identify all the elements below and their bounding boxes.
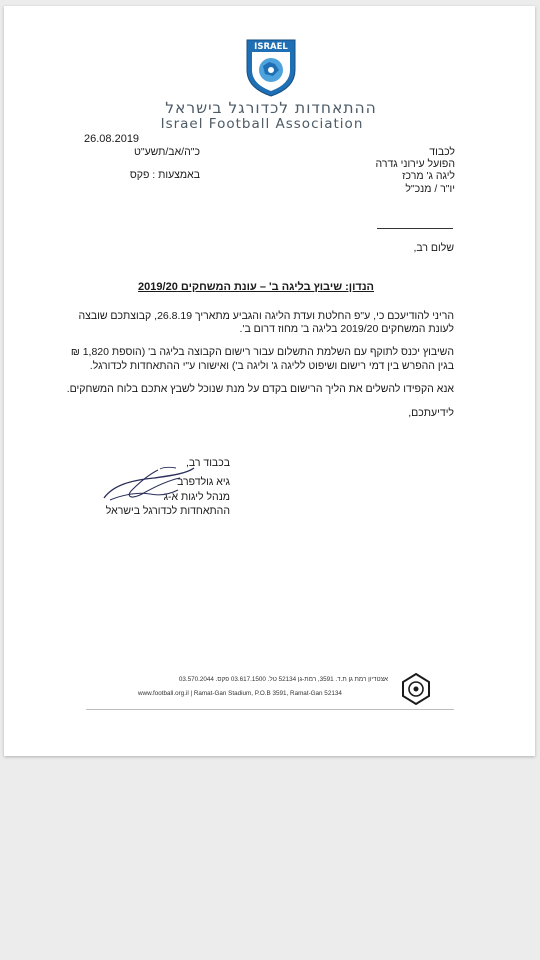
stadium-emblem-icon: [400, 672, 432, 706]
israel-football-association-logo: [243, 36, 299, 98]
handwritten-signature: [100, 464, 200, 506]
hebrew-date: כ"ה/אב/תשע"ט: [133, 146, 200, 158]
badge-text: ISRAEL: [254, 42, 288, 52]
closing-note: לידיעתכם,: [408, 407, 454, 419]
recipient-league: ליגה ג' מרכז: [402, 170, 455, 182]
signer-organization: ההתאחדות לכדורגל בישראל: [105, 505, 230, 517]
body-p3: אנא הקפידו להשלים את הליך הרישום בקדם על מנת שנוכל לשבץ אתכם בלוח המשחקים.: [66, 383, 454, 395]
body-p2-line2: בגין ההפרש בין דמי רישום ושיפוט לליגה ג' וליגה ב') ואישורו ע"י ההתאחדות לכדורגל.: [89, 360, 454, 372]
org-name-english: Israel Football Association: [160, 116, 364, 132]
salutation: שלום רב,: [413, 242, 454, 254]
recipient-greeting: לכבוד: [429, 146, 455, 158]
signer-role: מנהל ליגות א-ג: [163, 491, 230, 503]
letter-subject: הנדון: שיבוץ בליגה ב' – עונת המשחקים 2019/20: [138, 281, 374, 293]
org-name-hebrew: ההתאחדות לכדורגל בישראל: [165, 99, 377, 117]
body-p1-line2: לעונת המשחקים 2019/20 בליגה ב' מחוז דרום ב'.: [239, 323, 454, 335]
footer-address-english: www.football.org.il | Ramat-Gan Stadium, P.O.B 3591, Ramat-Gan 52134: [138, 690, 342, 697]
signer-name: גיא גולדפרב: [177, 476, 230, 488]
body-p2-line1: השיבוץ יכנס לתוקף עם השלמת התשלום עבור רישום הקבוצה בליגה ב' (הוספת 1,820 ₪: [70, 346, 454, 358]
body-p1-line1: הריני להודיעכם כי, ע"פ החלטת ועדת הליגה והגביע מתאריך 26.8.19, קבוצתכם שובצה: [78, 310, 454, 322]
separator-line: [377, 228, 453, 229]
delivery-method: באמצעות : פקס: [129, 169, 200, 181]
signoff-regards: בכבוד רב,: [185, 457, 230, 469]
footer-address-hebrew: אצטדיון רמת גן ת.ד. 3591, רמת-גן 52134 טל. 03.617.1500 פקס. 03.570.2044: [178, 676, 388, 683]
footer-rule: [86, 709, 454, 710]
recipient-club: הפועל עירוני גדרה: [375, 158, 455, 170]
recipient-title: יו"ר / מנכ"ל: [405, 183, 455, 195]
letter-date: 26.08.2019: [84, 133, 140, 145]
